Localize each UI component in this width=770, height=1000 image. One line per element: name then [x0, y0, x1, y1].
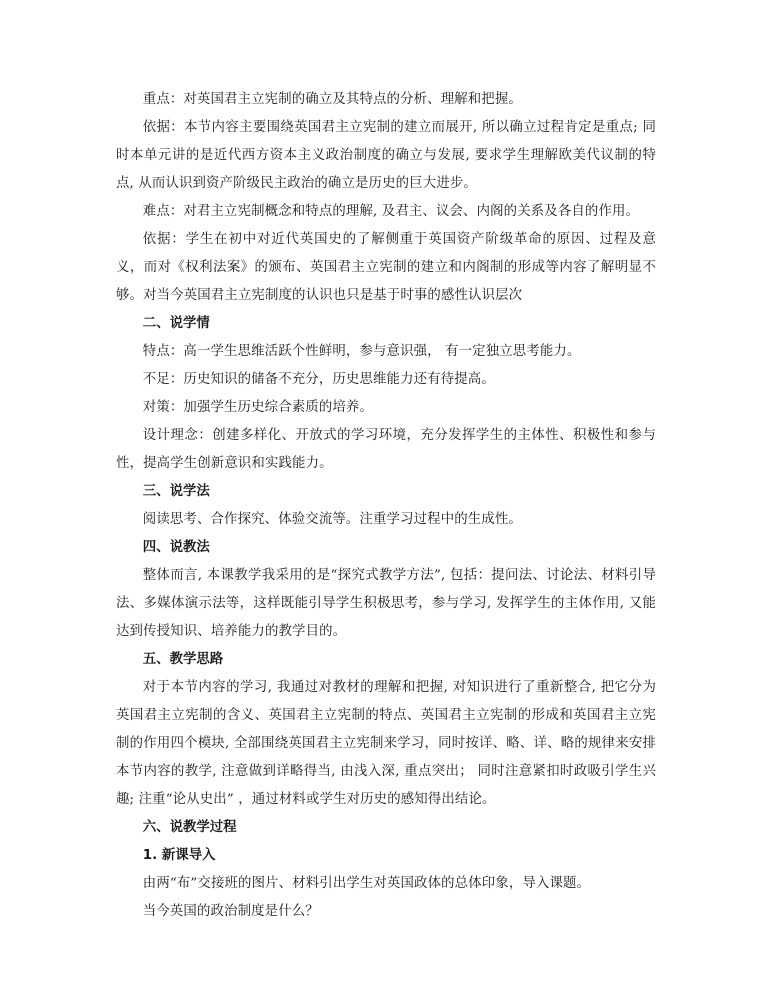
lesson-intro-paragraph: 由两“布”交接班的图片、材料引出学生对英国政体的总体印象，导入课题。	[142, 876, 591, 891]
document-body	[116, 86, 656, 926]
question-paragraph: 当今英国的政治制度是什么？	[142, 904, 319, 919]
section-heading-teaching-ideas: 五、教学思路	[142, 652, 224, 667]
section-heading-teaching-methods: 四、说教法	[142, 540, 210, 555]
section-heading-students: 二、说学情	[142, 316, 210, 331]
section-heading-learning-methods: 三、说学法	[142, 484, 210, 499]
teaching-ideas-paragraph: 对于本节内容的学习, 我通过对教材的理解和把握, 对知识进行了重新整合, 把它分为英国君主立宪制的含义、英国君主立宪制的特点、英国君主立宪制的形成和英国君主立宪制的作用四个模块, 全部围绕英国君主立宪制来学习，同时按详、略、详、略的规律来安排本节内容的教学, 注意做到详略得当, 由浅入深, 重点突出； 同时注意紧扣时政吸引学生兴趣; 注重“论从史出” ，通过材料或学生对历史的感知得出结论。	[116, 680, 656, 807]
subheading-lesson-intro: 1. 新课导入	[142, 848, 216, 863]
difficulty-basis-paragraph: 依据：学生在初中对近代英国史的了解侧重于英国资产阶级革命的原因、过程及意义，而对《权利法案》的颁布、英国君主立宪制的建立和内阁制的形成等内容了解明显不够。对当今英国君主立宪制度的认识也只是基于时事的感性认识层次	[116, 232, 656, 303]
learning-methods-paragraph: 阅读思考、合作探究、体验交流等。注重学习过程中的生成性。	[142, 512, 522, 527]
student-weakness-paragraph: 不足：历史知识的储备不充分，历史思维能力还有待提高。	[142, 372, 495, 387]
section-heading-teaching-process: 六、说教学过程	[142, 820, 237, 835]
design-concept-paragraph: 设计理念：创建多样化、开放式的学习环境，充分发挥学生的主体性、积极性和参与性，提高学生创新意识和实践能力。	[116, 428, 656, 471]
student-traits-paragraph: 特点：高一学生思维活跃个性鲜明，参与意识强， 有一定独立思考能力。	[142, 344, 581, 359]
key-point-paragraph: 重点：对英国君主立宪制的确立及其特点的分析、理解和把握。	[142, 92, 522, 107]
strategy-paragraph: 对策：加强学生历史综合素质的培养。	[142, 400, 373, 415]
teaching-methods-paragraph: 整体而言, 本课教学我采用的是“探究式教学方法”, 包括：提问法、讨论法、材料引导法、多媒体演示法等，这样既能引导学生积极思考，参与学习, 发挥学生的主体作用, 又能达到传授知识、培养能力的教学目的。	[116, 568, 656, 639]
difficulty-paragraph: 难点：对君主立宪制概念和特点的理解, 及君主、议会、内阁的关系及各自的作用。	[142, 204, 640, 219]
key-point-basis-paragraph: 依据：本节内容主要围绕英国君主立宪制的建立而展开, 所以确立过程肯定是重点; 同时本单元讲的是近代西方资本主义政治制度的确立与发展, 要求学生理解欧美代议制的特点, 从而认识到资产阶级民主政治的确立是历史的巨大进步。	[116, 120, 656, 191]
